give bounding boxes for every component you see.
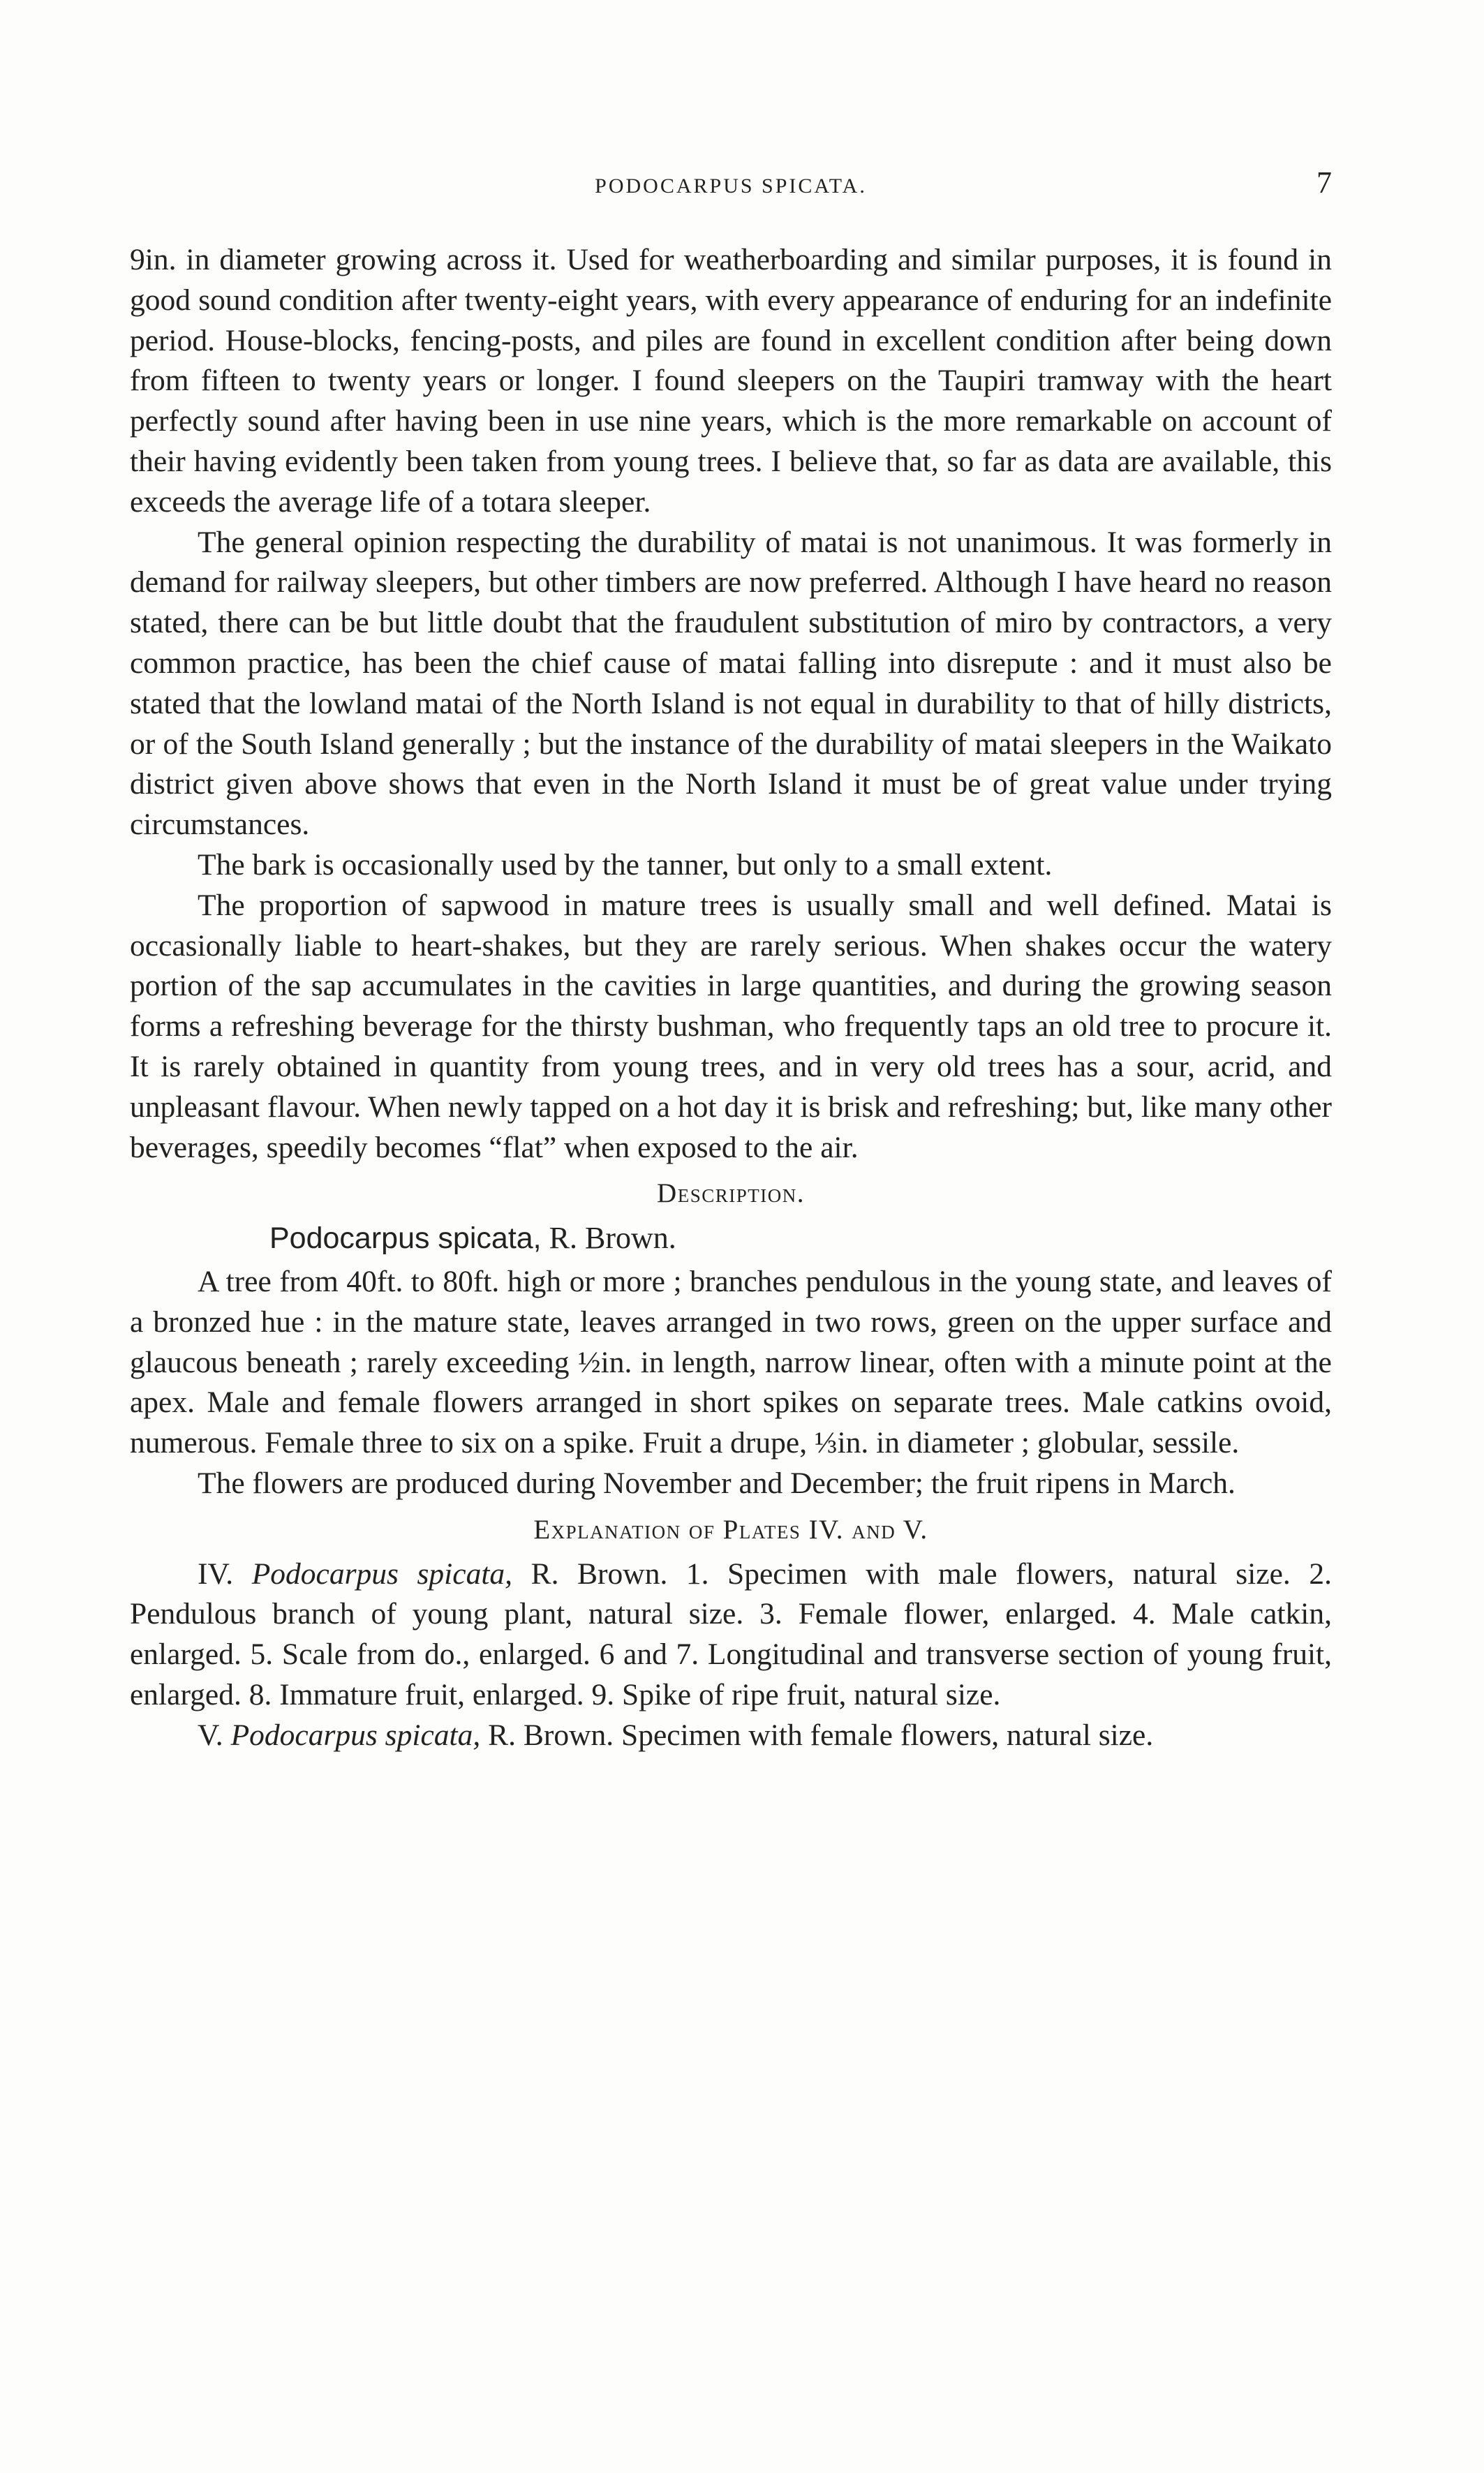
- body-text: [130, 240, 1332, 1755]
- plate-v-species: Podocarpus spicata,: [230, 1718, 481, 1752]
- plate-iv-species: Podocarpus spicata,: [251, 1557, 513, 1591]
- paragraph-continued: 9in. in diameter growing across it. Used for weatherboarding and similar purposes, it is found in good sound condition after twenty-eight years, with every appearance of enduring for an indefinite period. House-blocks, fencing-posts, and piles are found in excellent condition after being down from fifteen to twenty years or longer. I found sleepers on the Taupiri tramway with the heart perfectly sound after having been in use nine years, which is the more remarkable on account of their having evidently been taken from young trees. I believe that, so far as data are available, this exceeds the average life of a totara sleeper.: [130, 243, 1332, 519]
- running-head: [130, 165, 1332, 207]
- plate-v-explanation: [130, 1716, 1332, 1756]
- paragraph-flowering: The flowers are produced during November and December; the fruit ripens in March.: [198, 1466, 1236, 1500]
- running-title: PODOCARPUS SPICATA.: [595, 174, 867, 198]
- plate-iv-label: IV.: [198, 1557, 252, 1591]
- book-page: [130, 165, 1332, 1755]
- description-heading: Description.: [657, 1178, 805, 1209]
- species-name: Podocarpus spicata,: [269, 1221, 542, 1256]
- paragraph-durability: The general opinion respecting the durability of matai is not unanimous. It was formerly in demand for railway sleepers, but other timbers are now preferred. Although I have heard no reason stated, there can be but little doubt that the fraudulent substitution of miro by contractors, a very common practice, has been the chief cause of matai falling into disrepute : and it must also be stated that the lowland matai of the North Island is not equal in durability to that of hilly districts, or of the South Island generally ; but the instance of the durability of matai sleepers in the Waikato district given above shows that even in the North Island it must be of great value under trying circumstances.: [130, 525, 1332, 842]
- plate-iv-text: R. Brown. 1. Specimen with male flowers, natural size. 2. Pendulous branch of young plant, natural size. 3. Female flower, enlarged. 4. Male catkin, enlarged. 5. Scale from do., enlarged. 6 and 7. Longitudinal and transverse section of young fruit, enlarged. 8. Immature fruit, enlarged. 9. Spike of ripe fruit, natural size.: [130, 1557, 1332, 1711]
- species-heading: [130, 1218, 1332, 1259]
- paragraph-sapwood: The proportion of sapwood in mature trees is usually small and well defined. Matai is occasionally liable to heart-shakes, but they are rarely serious. When shakes occur the watery portion of the sap accumulates in the cavities in large quantities, and during the growing season forms a refreshing beverage for the thirsty bushman, who frequently taps an old tree to procure it. It is rarely obtained in quantity from young trees, and in very old trees has a sour, acrid, and unpleasant flavour. When newly tapped on a hot day it is brisk and refreshing; but, like many other beverages, speedily becomes “flat” when exposed to the air.: [130, 888, 1332, 1164]
- plate-iv-explanation: [130, 1554, 1332, 1716]
- plate-v-text: R. Brown. Specimen with female flowers, natural size.: [480, 1718, 1154, 1752]
- paragraph-bark: The bark is occasionally used by the tanner, but only to a small extent.: [198, 847, 1053, 882]
- plate-v-label: V.: [198, 1718, 231, 1752]
- page-number: 7: [1316, 165, 1332, 200]
- paragraph-description: A tree from 40ft. to 80ft. high or more ; branches pendulous in the young state, and leaves of a bronzed hue : in the mature state, leaves arranged in two rows, green on the upper surface and glaucous beneath ; rarely exceeding ½in. in length, narrow linear, often with a minute point at the apex. Male and female flowers arranged in short spikes on separate trees. Male catkins ovoid, numerous. Female three to six on a spike. Fruit a drupe, ⅓in. in diameter ; globular, sessile.: [130, 1264, 1332, 1460]
- species-author: R. Brown.: [541, 1221, 676, 1256]
- plates-heading: Explanation of Plates IV. and V.: [533, 1514, 928, 1545]
